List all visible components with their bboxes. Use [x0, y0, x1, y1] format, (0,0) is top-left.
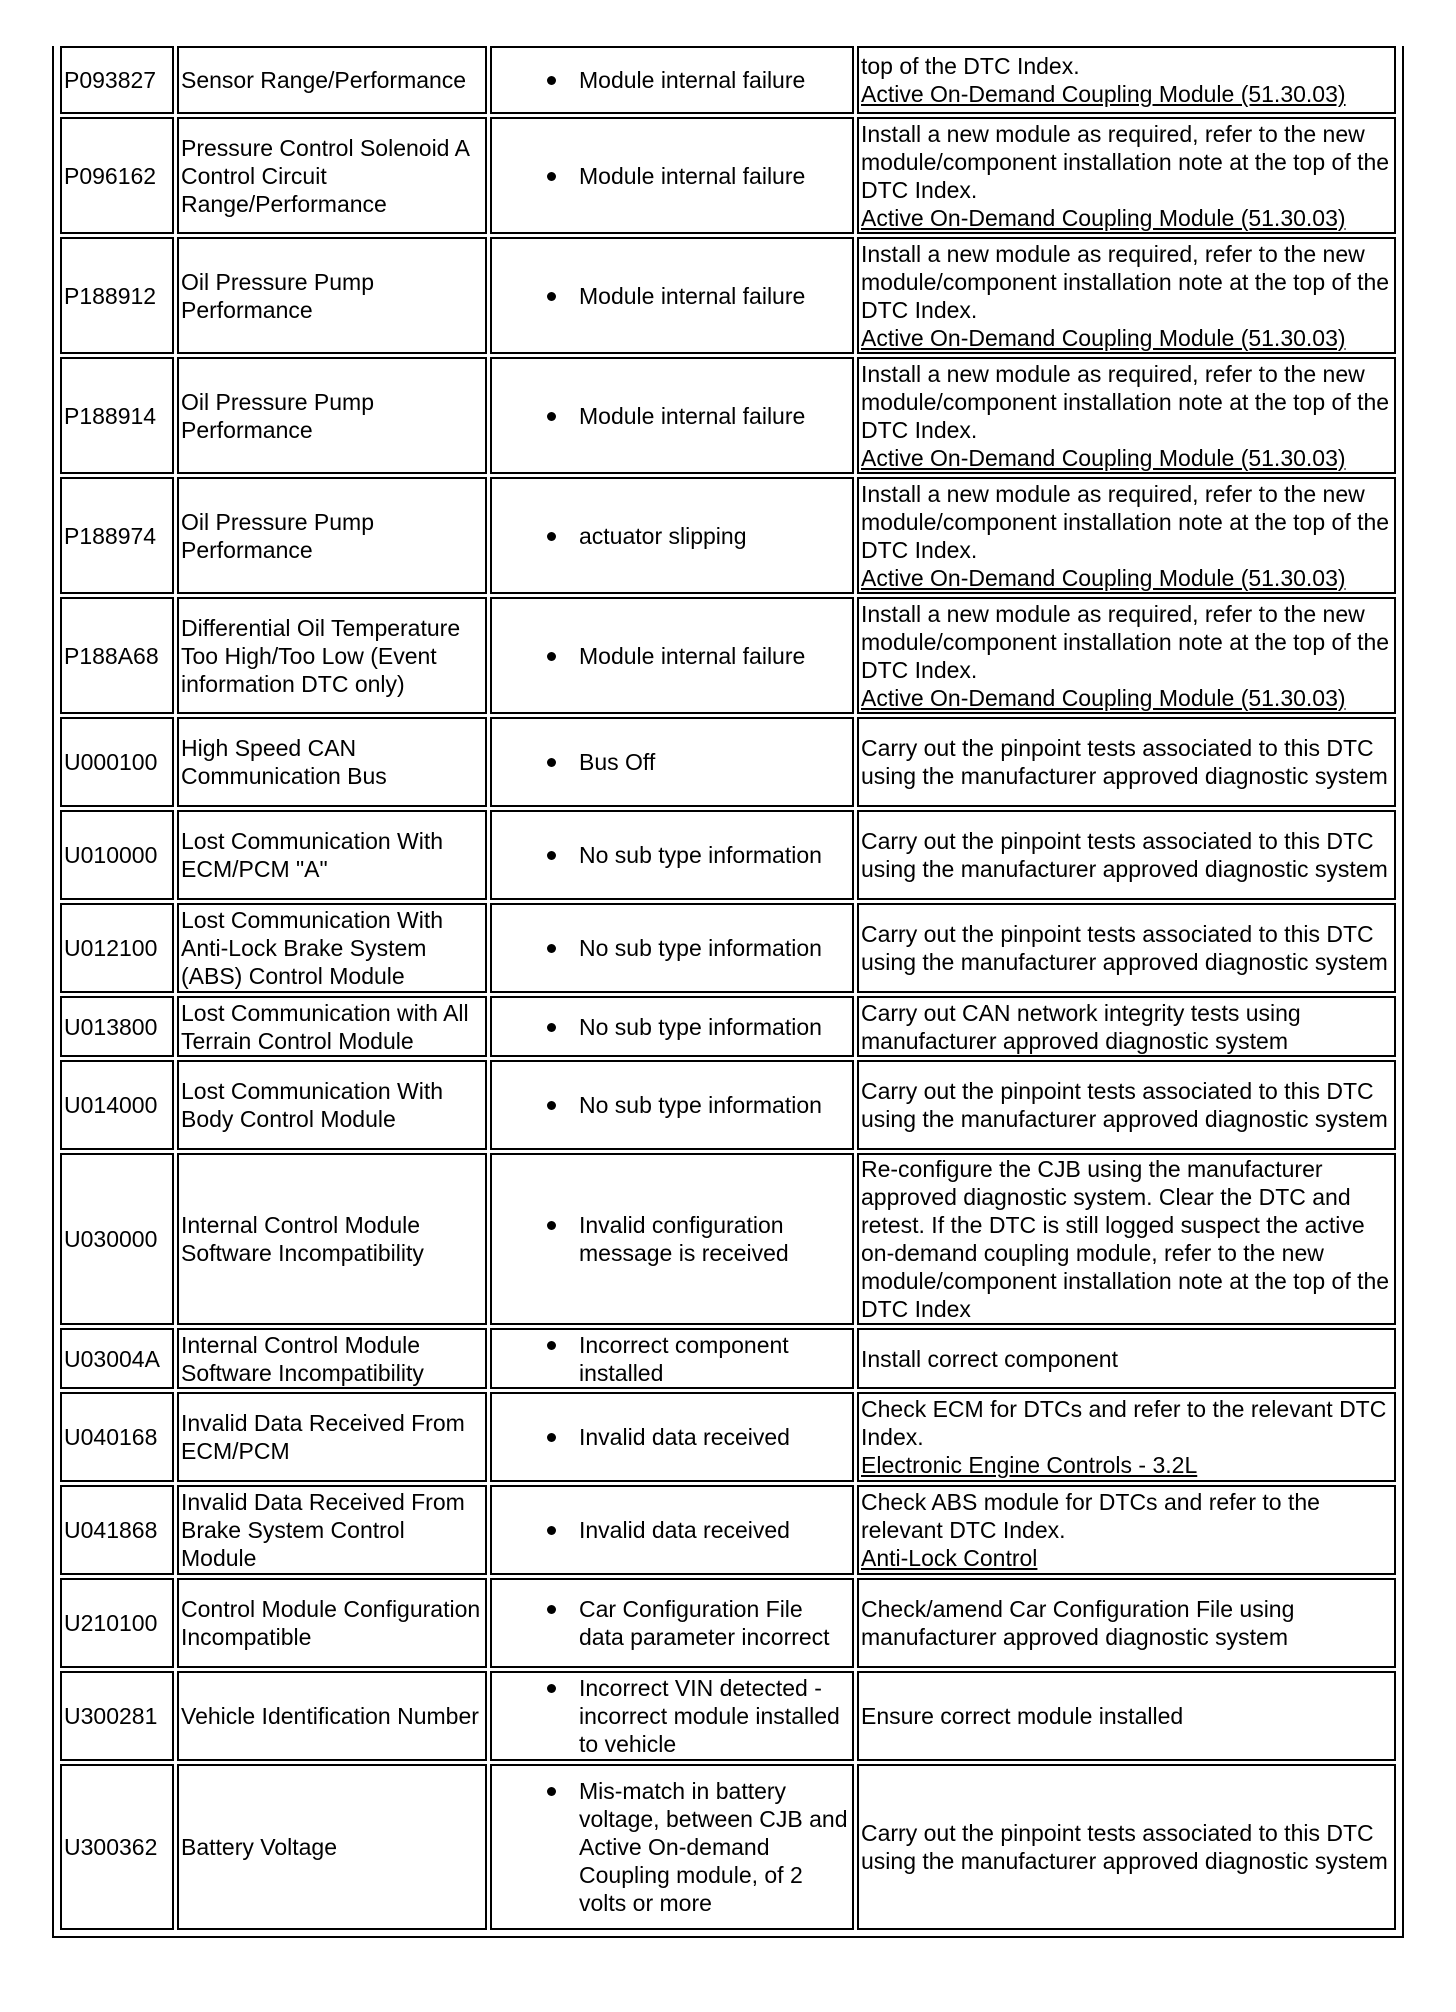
dtc-description: Lost Communication With ECM/PCM "A": [177, 810, 487, 900]
dtc-subtype-cell: [490, 357, 854, 474]
subtype-list: [494, 1516, 850, 1544]
dtc-action-cell: [857, 46, 1396, 114]
dtc-description: Invalid Data Received From ECM/PCM: [177, 1392, 487, 1482]
dtc-subtype-cell: [490, 477, 854, 594]
subtype-item: Module internal failure: [579, 282, 850, 310]
action-text: Install a new module as required, refer to the new module/component installation note at the top of the DTC Index.: [861, 120, 1390, 203]
dtc-action-cell: [857, 1485, 1396, 1575]
action-text: Install a new module as required, refer to the new module/component installation note at the top of the DTC Index.: [861, 240, 1390, 323]
dtc-description: Sensor Range/Performance: [177, 46, 487, 114]
dtc-action-cell: [857, 1060, 1396, 1150]
table-row: [60, 477, 1396, 594]
subtype-item: No sub type information: [579, 934, 850, 962]
table-row: [60, 1485, 1396, 1575]
dtc-description: High Speed CAN Communication Bus: [177, 717, 487, 807]
action-text: Install a new module as required, refer to the new module/component installation note at the top of the DTC Index.: [861, 480, 1390, 563]
action-text: Carry out the pinpoint tests associated to this DTC using the manufacturer approved diagnostic system: [861, 921, 1388, 975]
reference-link[interactable]: Anti-Lock Control: [861, 1545, 1038, 1571]
dtc-subtype-cell: [490, 1060, 854, 1150]
table-row: [60, 597, 1396, 714]
subtype-list: [494, 522, 850, 550]
dtc-subtype-cell: [490, 1578, 854, 1668]
subtype-item: actuator slipping: [579, 522, 850, 550]
dtc-subtype-cell: [490, 117, 854, 234]
action-text: Re-configure the CJB using the manufacturer approved diagnostic system. Clear the DTC and retest. If the DTC is still logged suspect the active on-demand coupling module, refer to the new module/component installation note at the top of the DTC Index: [861, 1156, 1390, 1322]
dtc-description: Invalid Data Received From Brake System Control Module: [177, 1485, 487, 1575]
dtc-code: U012100: [60, 903, 174, 993]
dtc-subtype-cell: [490, 237, 854, 354]
subtype-list: [494, 1423, 850, 1451]
action-text: Check ECM for DTCs and refer to the relevant DTC Index.: [861, 1396, 1387, 1450]
dtc-table: [57, 43, 1399, 1933]
dtc-code: U030000: [60, 1153, 174, 1325]
subtype-list: [494, 1013, 850, 1041]
table-row: [60, 237, 1396, 354]
reference-link[interactable]: Active On-Demand Coupling Module (51.30.03): [861, 324, 1346, 351]
subtype-list: [494, 162, 850, 190]
action-text: Check ABS module for DTCs and refer to the relevant DTC Index.: [861, 1489, 1320, 1543]
action-text: Carry out the pinpoint tests associated to this DTC using the manufacturer approved diagnostic system: [861, 1078, 1388, 1132]
dtc-action-cell: [857, 1328, 1396, 1389]
subtype-item: Car Configuration File data parameter incorrect: [579, 1595, 850, 1651]
dtc-code: U300281: [60, 1671, 174, 1761]
dtc-subtype-cell: [490, 1153, 854, 1325]
table-row: [60, 1060, 1396, 1150]
dtc-subtype-cell: [490, 996, 854, 1057]
dtc-code: U000100: [60, 717, 174, 807]
dtc-code: U013800: [60, 996, 174, 1057]
action-text: top of the DTC Index.: [861, 53, 1080, 79]
table-row: [60, 903, 1396, 993]
action-text: Install correct component: [861, 1345, 1118, 1372]
dtc-subtype-cell: [490, 1764, 854, 1930]
dtc-action-cell: [857, 810, 1396, 900]
subtype-item: Invalid data received: [579, 1516, 850, 1544]
dtc-action-cell: [857, 477, 1396, 594]
reference-link[interactable]: Active On-Demand Coupling Module (51.30.03): [861, 684, 1346, 711]
dtc-description: Internal Control Module Software Incompatibility: [177, 1153, 487, 1325]
dtc-action-cell: [857, 1392, 1396, 1482]
subtype-item: Bus Off: [579, 748, 850, 776]
dtc-subtype-cell: [490, 597, 854, 714]
subtype-list: [494, 841, 850, 869]
action-text: Ensure correct module installed: [861, 1703, 1184, 1729]
reference-link[interactable]: Active On-Demand Coupling Module (51.30.03): [861, 204, 1346, 231]
subtype-list: [494, 1091, 850, 1119]
dtc-action-cell: [857, 903, 1396, 993]
dtc-subtype-cell: [490, 46, 854, 114]
table-row: [60, 357, 1396, 474]
table-row: [60, 996, 1396, 1057]
dtc-table-body: [60, 46, 1396, 1930]
dtc-description: Lost Communication with All Terrain Control Module: [177, 996, 487, 1057]
subtype-list: [494, 934, 850, 962]
table-row: [60, 1578, 1396, 1668]
subtype-list: [494, 1777, 850, 1917]
table-row: [60, 46, 1396, 114]
dtc-description: Oil Pressure Pump Performance: [177, 357, 487, 474]
dtc-action-cell: [857, 237, 1396, 354]
dtc-action-cell: [857, 717, 1396, 807]
dtc-description: Oil Pressure Pump Performance: [177, 477, 487, 594]
subtype-item: Module internal failure: [579, 642, 850, 670]
dtc-code: P188974: [60, 477, 174, 594]
table-row: [60, 1764, 1396, 1930]
dtc-action-cell: [857, 1671, 1396, 1761]
table-row: [60, 1153, 1396, 1325]
dtc-description: Lost Communication With Anti-Lock Brake System (ABS) Control Module: [177, 903, 487, 993]
dtc-subtype-cell: [490, 1392, 854, 1482]
subtype-list: [494, 402, 850, 430]
subtype-item: Module internal failure: [579, 402, 850, 430]
dtc-action-cell: [857, 1153, 1396, 1325]
dtc-code: P188914: [60, 357, 174, 474]
dtc-action-cell: [857, 996, 1396, 1057]
subtype-list: [494, 1595, 850, 1651]
dtc-action-cell: [857, 1764, 1396, 1930]
dtc-action-cell: [857, 357, 1396, 474]
dtc-action-cell: [857, 1578, 1396, 1668]
dtc-subtype-cell: [490, 1328, 854, 1389]
dtc-code: U014000: [60, 1060, 174, 1150]
subtype-item: No sub type information: [579, 1091, 850, 1119]
dtc-code: U040168: [60, 1392, 174, 1482]
subtype-list: [494, 282, 850, 310]
action-text: Install a new module as required, refer to the new module/component installation note at the top of the DTC Index.: [861, 360, 1390, 443]
dtc-subtype-cell: [490, 810, 854, 900]
table-row: [60, 117, 1396, 234]
table-row: [60, 1392, 1396, 1482]
action-text: Install a new module as required, refer to the new module/component installation note at the top of the DTC Index.: [861, 600, 1390, 683]
dtc-description: Pressure Control Solenoid A Control Circuit Range/Performance: [177, 117, 487, 234]
dtc-code: U03004A: [60, 1328, 174, 1389]
subtype-item: Incorrect component installed: [579, 1331, 850, 1387]
dtc-table-container: [52, 46, 1404, 1938]
dtc-description: Vehicle Identification Number: [177, 1671, 487, 1761]
dtc-subtype-cell: [490, 1671, 854, 1761]
dtc-subtype-cell: [490, 717, 854, 807]
action-text: Carry out the pinpoint tests associated to this DTC using the manufacturer approved diagnostic system: [861, 828, 1388, 882]
subtype-item: Module internal failure: [579, 66, 850, 94]
subtype-list: [494, 1211, 850, 1267]
dtc-code: P188A68: [60, 597, 174, 714]
dtc-code: P096162: [60, 117, 174, 234]
subtype-item: No sub type information: [579, 1013, 850, 1041]
dtc-code: U300362: [60, 1764, 174, 1930]
dtc-description: Internal Control Module Software Incompatibility: [177, 1328, 487, 1389]
dtc-description: Oil Pressure Pump Performance: [177, 237, 487, 354]
reference-link[interactable]: Active On-Demand Coupling Module (51.30.03): [861, 444, 1346, 471]
subtype-item: Incorrect VIN detected - incorrect module installed to vehicle: [579, 1674, 850, 1758]
dtc-description: Differential Oil Temperature Too High/Too Low (Event information DTC only): [177, 597, 487, 714]
dtc-code: P093827: [60, 46, 174, 114]
action-text: Check/amend Car Configuration File using manufacturer approved diagnostic system: [861, 1596, 1295, 1650]
dtc-code: U041868: [60, 1485, 174, 1575]
dtc-description: Battery Voltage: [177, 1764, 487, 1930]
subtype-item: No sub type information: [579, 841, 850, 869]
dtc-description: Control Module Configuration Incompatible: [177, 1578, 487, 1668]
reference-link[interactable]: Active On-Demand Coupling Module (51.30.03): [861, 564, 1346, 591]
dtc-code: P188912: [60, 237, 174, 354]
reference-link[interactable]: Active On-Demand Coupling Module (51.30.03): [861, 81, 1346, 107]
action-text: Carry out CAN network integrity tests using manufacturer approved diagnostic system: [861, 999, 1301, 1054]
action-text: Carry out the pinpoint tests associated to this DTC using the manufacturer approved diagnostic system: [861, 1820, 1388, 1874]
table-row: [60, 1671, 1396, 1761]
dtc-code: U210100: [60, 1578, 174, 1668]
dtc-action-cell: [857, 597, 1396, 714]
subtype-list: [494, 748, 850, 776]
table-row: [60, 717, 1396, 807]
dtc-code: U010000: [60, 810, 174, 900]
reference-link[interactable]: Electronic Engine Controls - 3.2L: [861, 1452, 1198, 1478]
subtype-list: [494, 66, 850, 94]
dtc-subtype-cell: [490, 1485, 854, 1575]
subtype-item: Mis-match in battery voltage, between CJB and Active On-demand Coupling module, of 2 volts or more: [579, 1777, 850, 1917]
dtc-subtype-cell: [490, 903, 854, 993]
action-text: Carry out the pinpoint tests associated to this DTC using the manufacturer approved diagnostic system: [861, 735, 1388, 789]
subtype-item: Module internal failure: [579, 162, 850, 190]
table-row: [60, 1328, 1396, 1389]
dtc-description: Lost Communication With Body Control Module: [177, 1060, 487, 1150]
dtc-action-cell: [857, 117, 1396, 234]
subtype-list: [494, 1674, 850, 1758]
subtype-list: [494, 642, 850, 670]
subtype-item: Invalid configuration message is received: [579, 1211, 850, 1267]
subtype-item: Invalid data received: [579, 1423, 850, 1451]
table-row: [60, 810, 1396, 900]
subtype-list: [494, 1331, 850, 1387]
